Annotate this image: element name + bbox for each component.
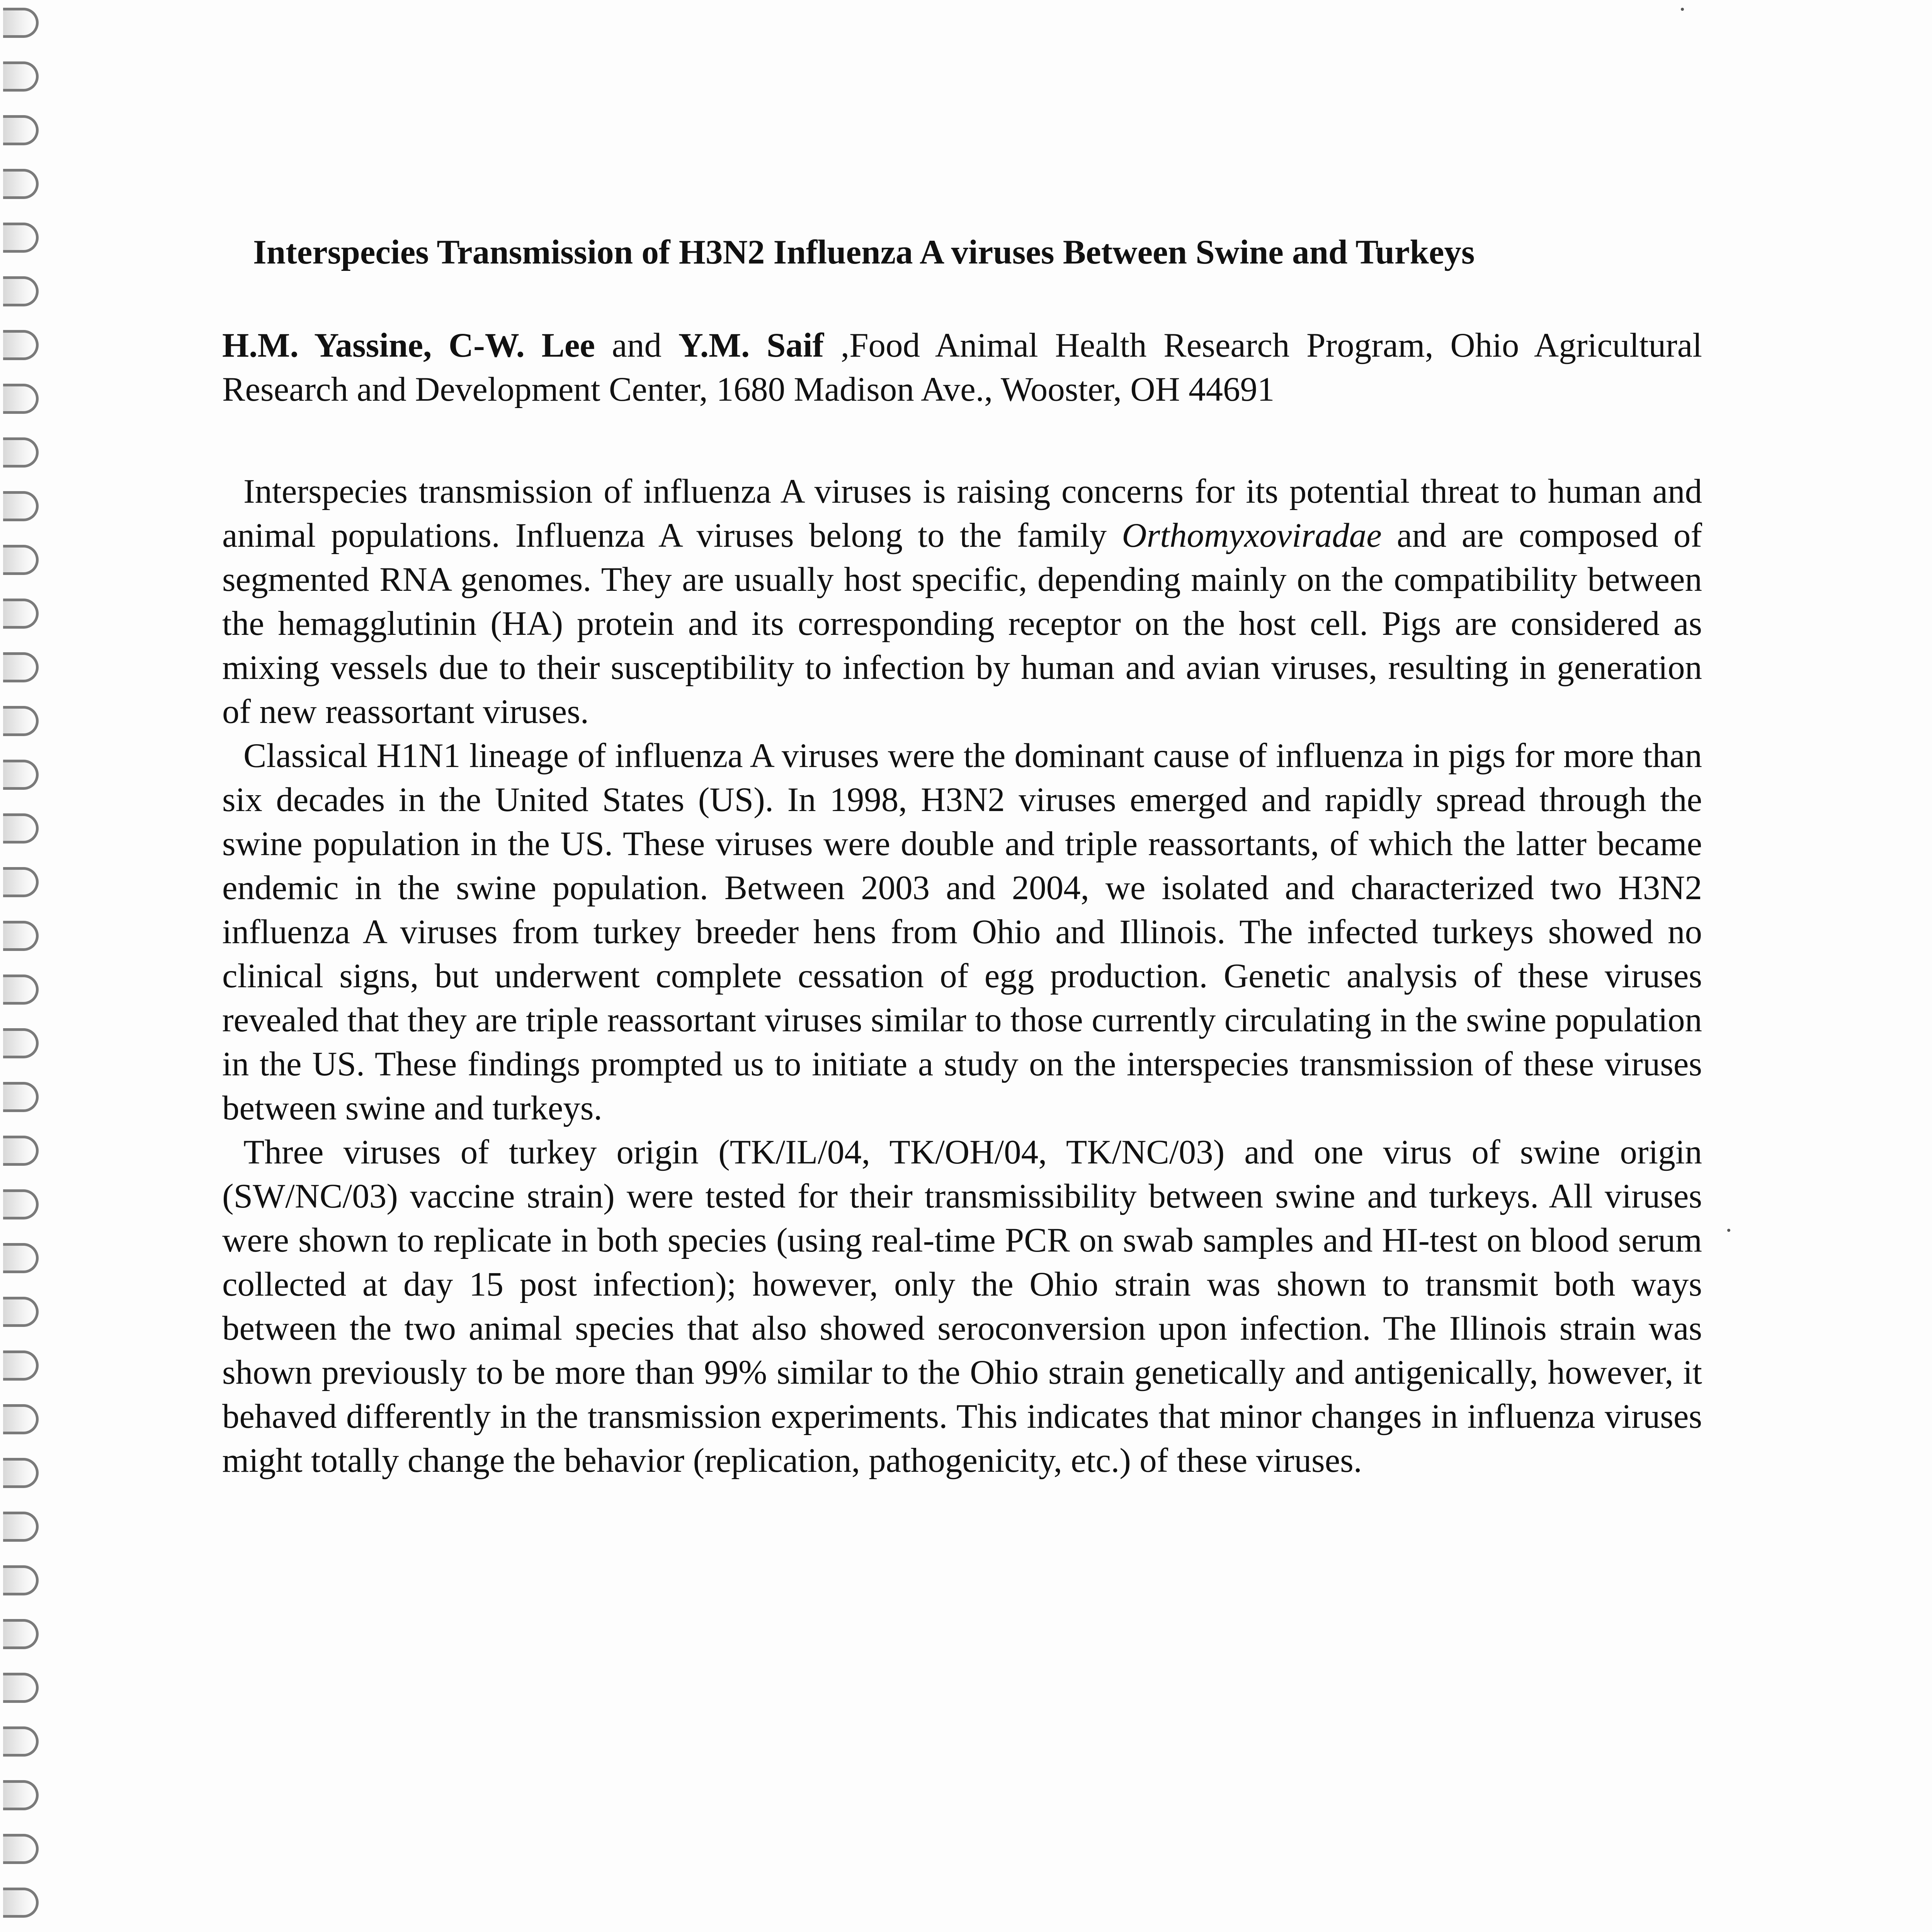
binding-ring xyxy=(3,652,39,682)
abstract-paragraph: Three viruses of turkey origin (TK/IL/04, TK/OH/04, TK/NC/03) and one virus of swine origin (SW/NC/03) vaccine strain) were tested for their transmissibility between swine and turkeys. All viruses were shown to replicate in both species (using real-time PCR on swab samples and HI-test on blood serum collected at day 15 post infection); however, only the Ohio strain was shown to transmit both ways between the two animal species that also showed seroconversion upon infection. The Illinois strain was shown previously to be more than 99% similar to the Ohio strain genetically and antigenically, however, it behaved differently in the transmission experiments. This indicates that minor changes in influenza viruses might totally change the behavior (replication, pathogenicity, etc.) of these viruses. xyxy=(222,1133,1702,1480)
binding-ring xyxy=(3,8,39,38)
abstract-paragraph: Classical H1N1 lineage of influenza A viruses were the dominant cause of influenza in pigs for more than six decades in the United States (US). In 1998, H3N2 viruses emerged and rapidly spread through the swine population in the US. These viruses were double and triple reassortants, of which the latter became endemic in the swine population. Between 2003 and 2004, we isolated and characterized two H3N2 influenza A viruses from turkey breeder hens from Ohio and Illinois. The infected turkeys showed no clinical signs, but underwent complete cessation of egg production. Genetic analysis of these viruses revealed that they are triple reassortant viruses similar to those currently circulating in the swine population in the US. These findings prompted us to initiate a study on the interspecies transmission of these viruses between swine and turkeys. xyxy=(222,736,1702,1127)
binding-ring xyxy=(3,1297,39,1327)
binding-ring xyxy=(3,1619,39,1649)
binding-ring xyxy=(3,1189,39,1219)
binding-ring xyxy=(3,867,39,897)
binding-ring xyxy=(3,975,39,1005)
abstract-paragraph xyxy=(222,469,1702,734)
binding-ring xyxy=(3,169,39,199)
binding-ring xyxy=(3,437,39,468)
binding-ring xyxy=(3,1350,39,1381)
document-body xyxy=(222,232,1702,1483)
binding-ring xyxy=(3,545,39,575)
binding-ring xyxy=(3,384,39,414)
binding-ring xyxy=(3,760,39,790)
abstract xyxy=(222,469,1702,1483)
binding-ring xyxy=(3,599,39,629)
author-separator: , xyxy=(423,326,432,364)
binding-ring xyxy=(3,1673,39,1703)
binding-ring xyxy=(3,1780,39,1810)
binding-ring xyxy=(3,330,39,360)
paragraph-text: and are composed of segmented RNA genomes. They are usually host specific, depending mainly on the compatibility between the hemagglutinin (HA) protein and its corresponding receptor on the host cell. Pigs are considered as mixing vessels due to their susceptibility to infection by human and avian viruses, resulting in generation of new reassortant viruses. xyxy=(222,516,1702,731)
taxon-name: Orthomyxoviradae xyxy=(1122,516,1382,554)
author-affiliation: ,Food Animal Health Research Program, Ohio Agricultural Research and Development Center, 1680 Madison Ave., Wooster, OH 44691 xyxy=(222,326,1702,408)
author-name: Y.M. Saif xyxy=(678,326,824,364)
binding-ring xyxy=(3,1404,39,1434)
binding-ring xyxy=(3,1458,39,1488)
binding-ring xyxy=(3,1243,39,1273)
binding-ring xyxy=(3,813,39,844)
binding-ring xyxy=(3,1888,39,1918)
author-name: C-W. Lee xyxy=(448,326,595,364)
scan-speck xyxy=(1681,8,1684,11)
binding-ring xyxy=(3,276,39,306)
document-title: Interspecies Transmission of H3N2 Influenza A viruses Between Swine and Turkeys xyxy=(253,233,1475,271)
binding-ring xyxy=(3,115,39,145)
binding-ring xyxy=(3,61,39,92)
paragraph-text: Interspecies transmission of influenza A viruses is raising concerns for its potential threat to human and animal populations. Influenza A viruses belong to the family xyxy=(222,472,1702,554)
binding-ring xyxy=(3,1136,39,1166)
binding-ring xyxy=(3,1834,39,1864)
author-name: H.M. Yassine xyxy=(222,326,423,364)
binding-ring xyxy=(3,1028,39,1058)
binding-ring xyxy=(3,1512,39,1542)
author-conjunction: and xyxy=(612,326,662,364)
binding-ring xyxy=(3,1726,39,1757)
spiral-binding xyxy=(0,0,50,1932)
scan-speck xyxy=(1727,1229,1730,1232)
binding-ring xyxy=(3,921,39,951)
binding-ring xyxy=(3,706,39,736)
binding-ring xyxy=(3,491,39,521)
binding-ring xyxy=(3,1082,39,1112)
author-line xyxy=(222,323,1702,412)
binding-ring xyxy=(3,223,39,253)
binding-ring xyxy=(3,1565,39,1595)
